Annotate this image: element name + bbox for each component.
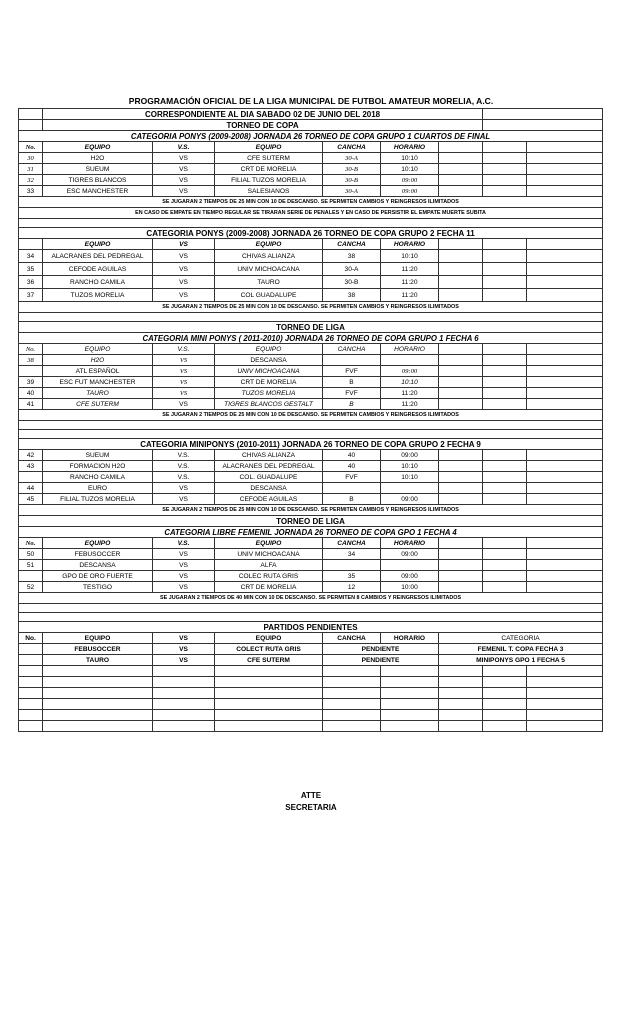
table-row: 30 H2O VS CFE SUTERM 30-A 10:10	[19, 153, 603, 164]
section2-col-headers: EQUIPO VS EQUIPO CANCHA HORARIO	[19, 239, 603, 250]
rules-note-row	[19, 410, 603, 421]
status-badge: PENDIENTE	[323, 655, 439, 666]
empty-row	[19, 688, 603, 699]
col-equipo: EQUIPO	[215, 142, 323, 153]
schedule-table	[18, 108, 603, 732]
section5-title-row	[19, 527, 603, 538]
table-row: RANCHO CAMILA V.S. COL. GUADALUPE FVF 10:10	[19, 472, 603, 483]
rules-note: SE JUGARAN 2 TIEMPOS DE 25 MIN CON 10 DE DESCANSO. SE PERMITEN CAMBIOS Y REINGRESOS ILIMITADOS	[19, 505, 603, 516]
section3-title: CATEGORIA MINI PONYS ( 2011-2010) JORNADA 26 TORNEO DE COPA GRUPO 1 FECHA 6	[19, 333, 603, 344]
section2-title: CATEGORIA PONYS (2009-2008) JORNADA 26 TORNEO DE COPA GRUPO 2 FECHA 11	[19, 228, 603, 239]
empty-row	[19, 699, 603, 710]
rules-note-row	[19, 302, 603, 313]
signature-block	[0, 790, 622, 814]
table-row: 45 FILIAL TUZOS MORELIA VS CEFODE AGUILAS B 09:00	[19, 494, 603, 505]
table-row: ATL ESPAÑOL VS UNIV MICHOACANA FVF 09:00	[19, 366, 603, 377]
table-row: 43 FORMACION H2O V.S. ALACRANES DEL PEDREGAL 40 10:10	[19, 461, 603, 472]
table-row: 44 EURO VS DESCANSA	[19, 483, 603, 494]
pendientes-title-row	[19, 622, 603, 633]
rules-note: SE JUGARAN 2 TIEMPOS DE 25 MIN CON 10 DE DESCANSO. SE PERMITEN CAMBIOS Y REINGRESOS ILIMITADOS	[19, 302, 603, 313]
subtitle-row	[19, 109, 603, 120]
rules-note: SE JUGARAN 2 TIEMPOS DE 25 MIN CON 10 DE DESCANSO. SE PERMITEN CAMBIOS Y REINGRESOS ILIMITADOS	[19, 410, 603, 421]
table-row: 34 ALACRANES DEL PEDREGAL VS CHIVAS ALIANZA 38 10:10	[19, 250, 603, 263]
col-horario: HORARIO	[381, 142, 439, 153]
table-row: 42 SUEUM V.S. CHIVAS ALIANZA 40 09:00	[19, 450, 603, 461]
col-cancha: CANCHA	[323, 142, 381, 153]
col-vs: V.S.	[153, 142, 215, 153]
table-row: 52 TESTIGO VS CRT DE MORELIA 12 10:00	[19, 582, 603, 593]
liga-title: TORNEO DE LIGA	[19, 322, 603, 333]
rules-note-row	[19, 197, 603, 208]
rules-note-row	[19, 505, 603, 516]
section3-title-row	[19, 333, 603, 344]
table-row: 36 RANCHO CAMILA VS TAURO 30-B 11:20	[19, 276, 603, 289]
section3-col-headers: No. EQUIPO V.S. EQUIPO CANCHA HORARIO	[19, 344, 603, 355]
rules-note: SE JUGARAN 2 TIEMPOS DE 40 MIN CON 10 DE DESCANSO. SE PERMITEN 8 CAMBIOS Y REINGRESOS ILIMITADOS	[19, 593, 603, 604]
spacer-row	[19, 604, 603, 613]
section4-title: CATEGORIA MINIPONYS (2010-2011) JORNADA 26 TORNEO DE COPA GRUPO 2 FECHA 9	[19, 439, 603, 450]
table-row: 38 H2O VS DESCANSA	[19, 355, 603, 366]
empty-row	[19, 710, 603, 721]
pendientes-col-headers: No. EQUIPO VS EQUIPO CANCHA HORARIO CATEGORIA	[19, 633, 603, 644]
section1-col-headers	[19, 142, 603, 153]
spacer-row	[19, 430, 603, 439]
rules-note-row	[19, 593, 603, 604]
table-row: 37 TUZOS MORELIA VS COL GUADALUPE 38 11:20	[19, 289, 603, 302]
table-row: TAURO VS CFE SUTERM PENDIENTE MINIPONYS GPO 1 FECHA 5	[19, 655, 603, 666]
table-row: 41 CFE SUTERM VS TIGRES BLANCOS GESTALT B 11:20	[19, 399, 603, 410]
table-row: 31 SUEUM VS CRT DE MORELIA 30-B 10:10	[19, 164, 603, 175]
section5-title: CATEGORIA LIBRE FEMENIL JORNADA 26 TORNEO DE COPA GPO 1 FECHA 4	[19, 527, 603, 538]
empty-row	[19, 721, 603, 732]
table-row: 50 FEBUSOCCER VS UNIV MICHOACANA 34 09:00	[19, 549, 603, 560]
page-title: PROGRAMACIÓN OFICIAL DE LA LIGA MUNICIPAL DE FUTBOL AMATEUR MORELIA, A.C.	[128, 96, 494, 106]
liga-title: TORNEO DE LIGA	[19, 516, 603, 527]
spacer-row	[19, 421, 603, 430]
atte-label: ATTE	[300, 791, 322, 800]
date-subtitle: CORRESPONDIENTE AL DIA SABADO 02 DE JUNIO DEL 2018	[43, 109, 483, 120]
schedule-sheet	[18, 108, 602, 732]
secretaria-label: SECRETARIA	[285, 803, 337, 812]
copa-title-row	[19, 120, 603, 131]
section5-col-headers: No. EQUIPO V.S. EQUIPO CANCHA HORARIO	[19, 538, 603, 549]
table-row: 51 DESCANSA VS ALFA	[19, 560, 603, 571]
col-no: No.	[19, 142, 43, 153]
table-row: GPO DE ORO FUERTE VS COLEC RUTA GRIS 35 09:00	[19, 571, 603, 582]
table-row: 35 CEFODE AGUILAS VS UNIV MICHOACANA 30-A 11:20	[19, 263, 603, 276]
liga-title-row	[19, 322, 603, 333]
liga-title-row	[19, 516, 603, 527]
table-row: 40 TAURO VS TUZOS MORELIA FVF 11:20	[19, 388, 603, 399]
table-row: 39 ESC FUT MANCHESTER VS CRT DE MORELIA B 10:10	[19, 377, 603, 388]
table-row: FEBUSOCCER VS COLECT RUTA GRIS PENDIENTE FEMENIL T. COPA FECHA 3	[19, 644, 603, 655]
col-equipo: EQUIPO	[43, 142, 153, 153]
copa-title: TORNEO DE COPA	[43, 120, 483, 131]
rules-note: SE JUGARAN 2 TIEMPOS DE 25 MIN CON 10 DE DESCANSO. SE PERMITEN CAMBIOS Y REINGRESOS ILIMITADOS	[19, 197, 603, 208]
spacer-row	[19, 219, 603, 228]
tiebreak-note-row	[19, 208, 603, 219]
empty-row	[19, 666, 603, 677]
tiebreak-note: EN CASO DE EMPATE EN TIEMPO REGULAR SE TIRARAN SERIE DE PENALES Y EN CASO DE PERSISTIR EL EMPATE MUERTE SUBITA	[19, 208, 603, 219]
empty-row	[19, 677, 603, 688]
section1-title: CATEGORIA PONYS (2009-2008) JORNADA 26 TORNEO DE COPA GRUPO 1 CUARTOS DE FINAL	[19, 131, 603, 142]
spacer-row	[19, 313, 603, 322]
section2-title-row	[19, 228, 603, 239]
pendientes-title: PARTIDOS PENDIENTES	[19, 622, 603, 633]
section4-title-row	[19, 439, 603, 450]
spacer-row	[19, 613, 603, 622]
status-badge: PENDIENTE	[323, 644, 439, 655]
table-row: 33 ESC MANCHESTER VS SALESIANOS 30-A 09:00	[19, 186, 603, 197]
section1-title-row	[19, 131, 603, 142]
table-row: 32 TIGRES BLANCOS VS FILIAL TUZOS MORELIA 30-B 09:00	[19, 175, 603, 186]
